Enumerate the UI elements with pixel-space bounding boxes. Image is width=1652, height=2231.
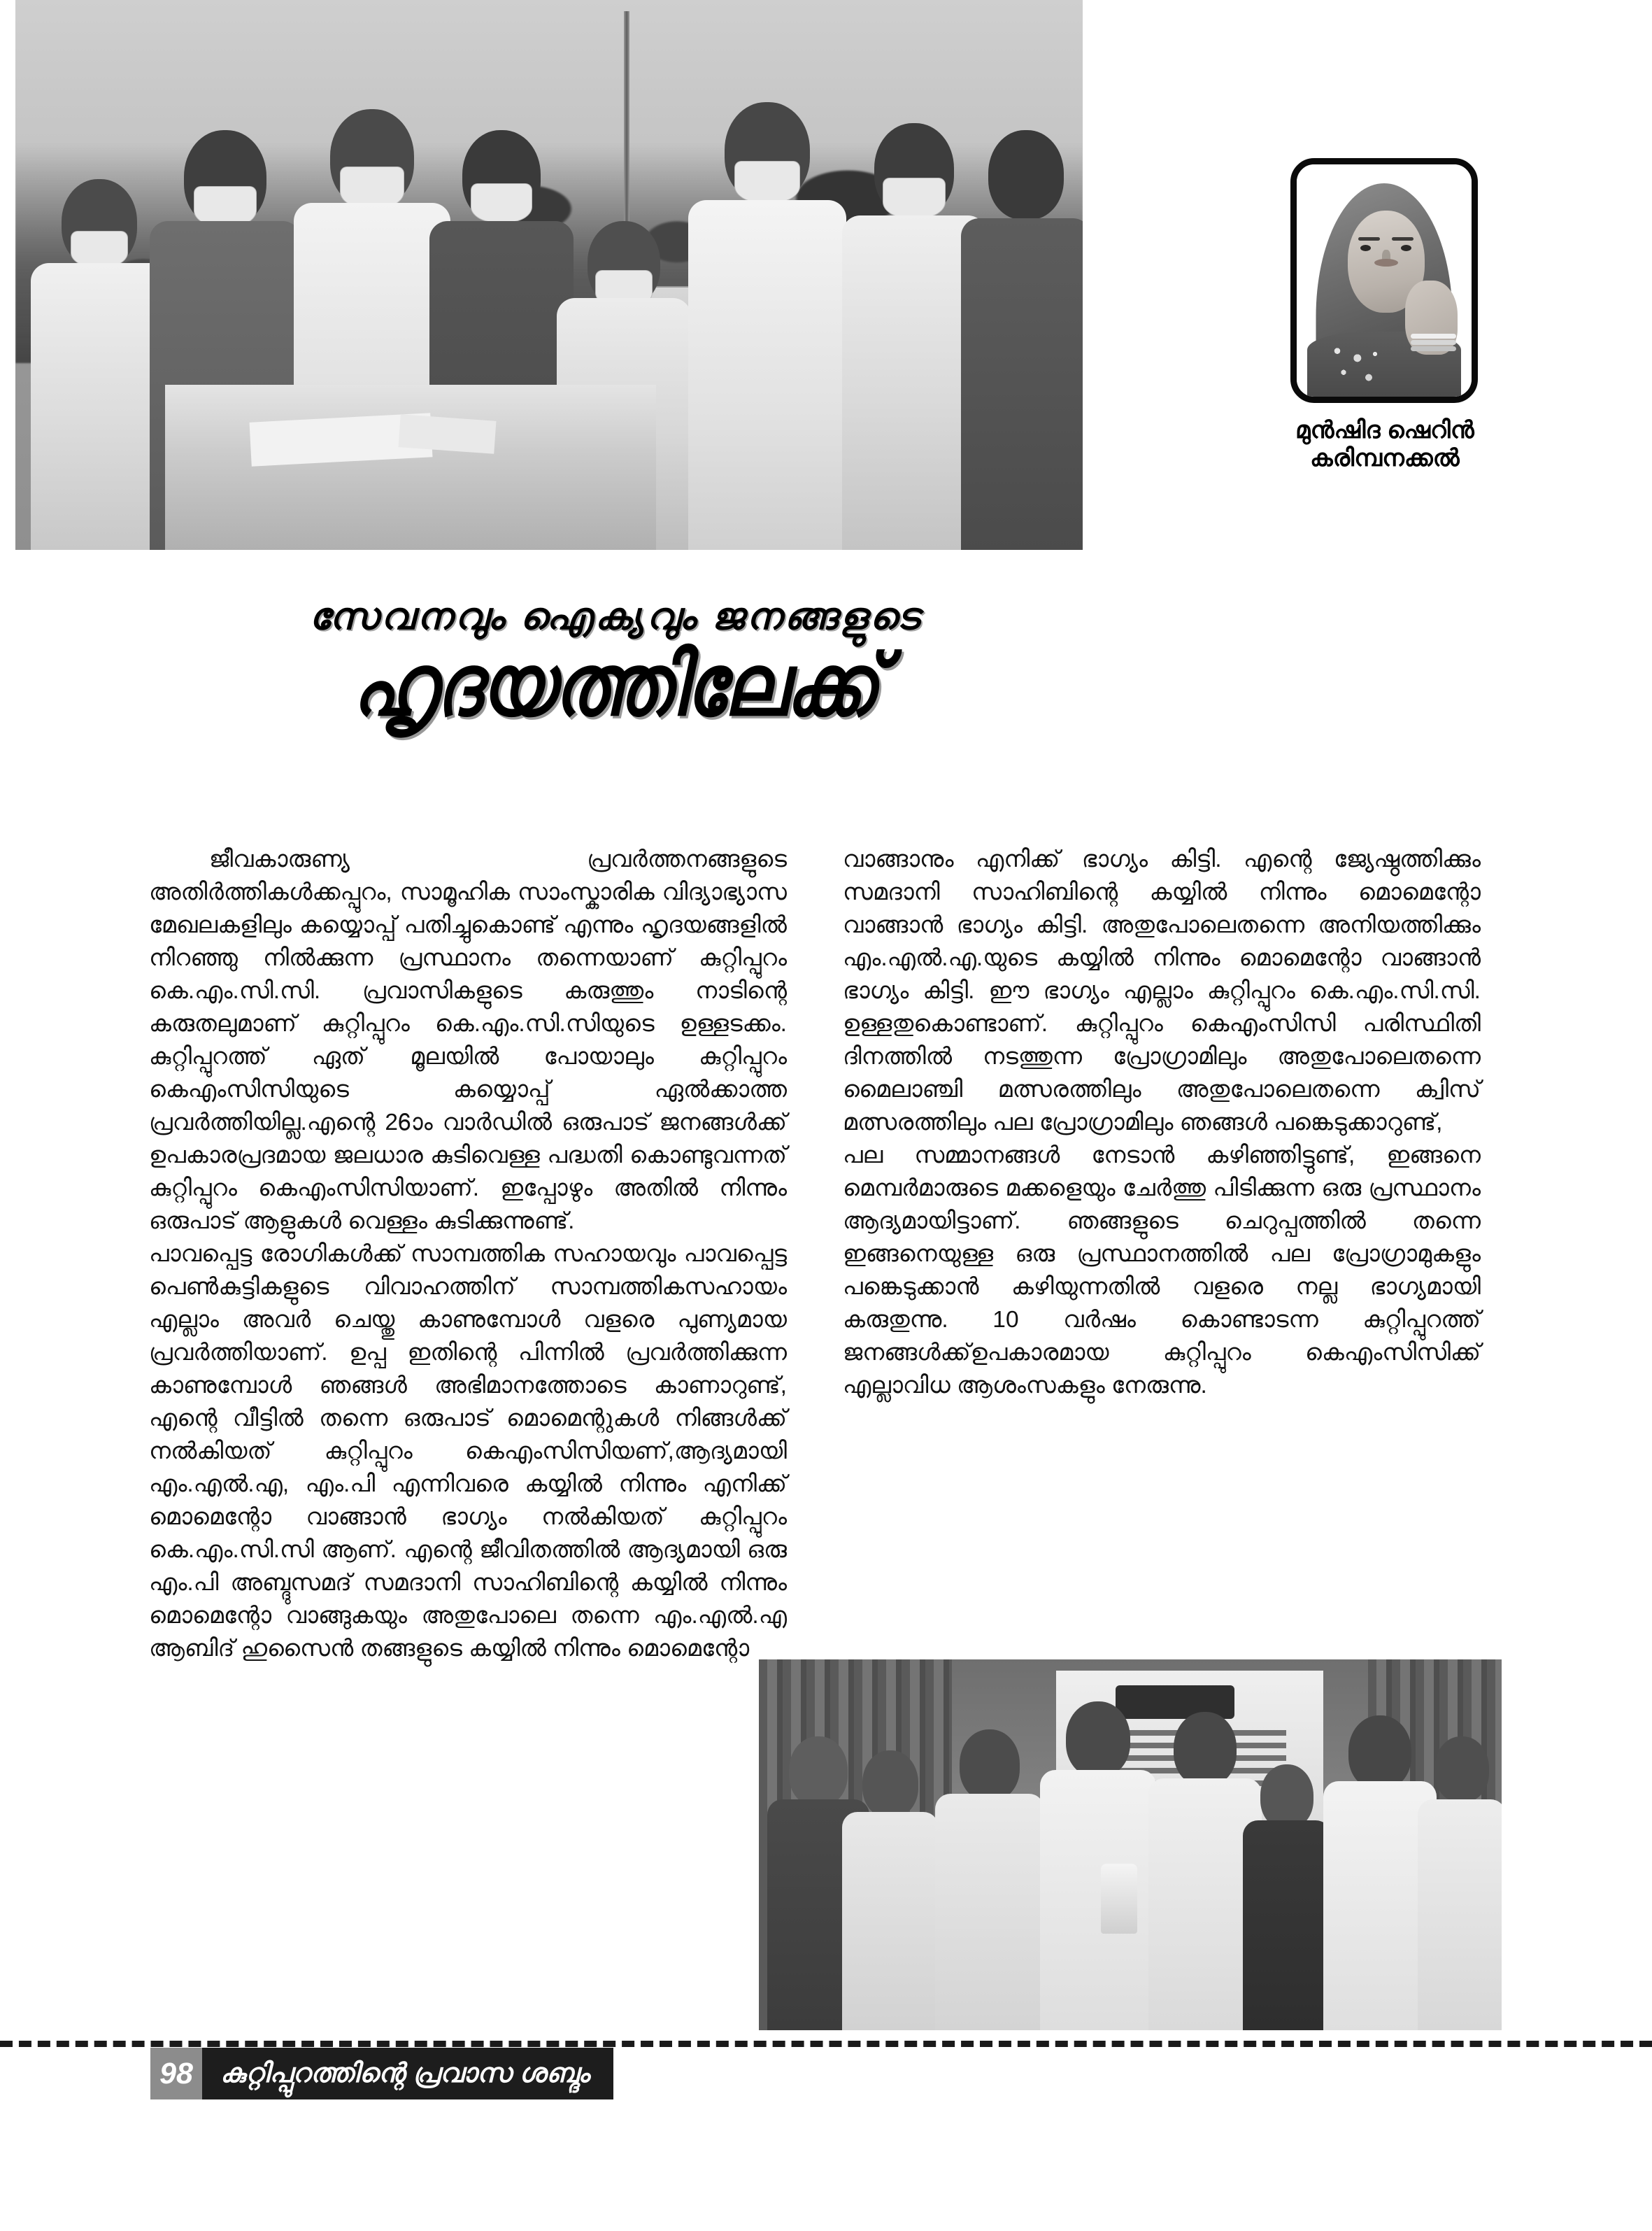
photo-person-head <box>1348 1715 1411 1790</box>
top-event-photo <box>15 0 1083 550</box>
body-paragraph: ജീവകാരുണ്യ പ്രവർത്തനങ്ങളുടെ അതിർത്തികൾക്കപ്പുറം, സാമൂഹിക സാംസ്കാരിക വിദ്യാഭ്യാസ മേഖലകളിലും കയ്യൊപ്പ് പതിച്ചുകൊണ്ട് എന്നും ഹൃദയങ്ങളിൽ നിറഞ്ഞു നിൽക്കുന്ന പ്രസ്ഥാനം തന്നെയാണ് കുറ്റിപ്പുറം കെ.എം.സി.സി. പ്രവാസികളുടെ കരുത്തും നാടിന്റെ കരുതലുമാണ് കുറ്റിപ്പുറം കെ.എം.സി.സിയുടെ ഉള്ളടക്കം. കുറ്റിപ്പുറത്ത് ഏത് മൂലയിൽ പോയാലും കുറ്റിപ്പുറം കെഎംസിസിയുടെ കയ്യൊപ്പ് ഏൽക്കാത്ത പ്രവർത്തിയില്ല.എന്റെ 26ാം വാർഡിൽ ഒരുപാട് ജനങ്ങൾക്ക് ഉപകാരപ്രദമായ ജലധാര കുടിവെള്ള പദ്ധതി കൊണ്ടുവന്നത് കുറ്റിപ്പുറം കെഎംസിസിയാണ്. ഇപ്പോഴും അതിൽ നിന്നും ഒരുപാട് ആളുകൾ വെള്ളം കുടിക്കുന്നുണ്ട്. <box>149 847 787 1234</box>
body-paragraph: വാങ്ങാനും എനിക്ക് ഭാഗ്യം കിട്ടി. എന്റെ ജ്യേഷ്ഠത്തിക്കും സമദാനി സാഹിബിന്റെ കയ്യിൽ നിന്നും മൊമെന്റോ വാങ്ങാൻ ഭാഗ്യം കിട്ടി. അതുപോലെതന്നെ അനിയത്തിക്കും എം.എൽ.എ.യുടെ കയ്യിൽ നിന്നും മൊമെന്റോ വാങ്ങാൻ ഭാഗ്യം കിട്ടി. ഈ ഭാഗ്യം എല്ലാം കുറ്റിപ്പുറം കെ.എം.സി.സി. ഉള്ളതുകൊണ്ടാണ്. കുറ്റിപ്പുറം കെഎംസിസി പരിസ്ഥിതി ദിനത്തിൽ നടത്തുന്ന പ്രോഗ്രാമിലും അതുപോലെതന്നെ മൈലാഞ്ചി മത്സരത്തിലും അതുപോലെതന്നെ ക്വിസ് മത്സരത്തിലും പല പ്രോഗ്രാമിലും ഞങ്ങൾ പങ്കെടുക്കാറുണ്ട്, <box>843 847 1481 1135</box>
photo-person-body <box>1040 1770 1156 2030</box>
footer-title: കുറ്റിപ്പുറത്തിന്റെ പ്രവാസ ശബ്ദം <box>202 2048 613 2099</box>
body-column-left <box>149 843 787 1665</box>
photo-person-mask <box>71 231 128 267</box>
portrait-lips <box>1374 259 1398 267</box>
author-name-line1: മുൻഷിദ ഷെറിൻ <box>1295 417 1474 444</box>
page-number: 98 <box>150 2048 202 2099</box>
photo-person-body <box>961 218 1083 550</box>
portrait-embroidery <box>1325 341 1388 392</box>
body-paragraph: പല സമ്മാനങ്ങൾ നേടാൻ കഴിഞ്ഞിട്ടുണ്ട്, ഇങ്ങനെ മെമ്പർമാരുടെ മക്കളെയും ചേർത്തു പിടിക്കുന്ന ഒരു പ്രസ്ഥാനം ആദ്യമായിട്ടാണ്. ഞങ്ങളുടെ ചെറുപ്പത്തിൽ തന്നെ ഇങ്ങനെയുള്ള ഒരു പ്രസ്ഥാനത്തിൽ പല പ്രോഗ്രാമുകളും പങ്കെടുക്കാൻ കഴിയുന്നതിൽ വളരെ നല്ല ഭാഗ്യമായി കരുതുന്നു. 10 വർഷം കൊണ്ടാടന്ന കുറ്റിപ്പുറത്ത് ജനങ്ങൾക്ക്ഉപകാരമായ കുറ്റിപ്പുറം കെഎംസിസിക്ക് എല്ലാവിധ ആശംസകളും നേരുന്നു. <box>843 1142 1481 1398</box>
photo-person-head <box>789 1736 848 1806</box>
photo-person-head <box>862 1750 918 1818</box>
photo-person-body <box>1243 1820 1331 2030</box>
author-caption <box>1217 416 1553 472</box>
photo-table <box>165 385 656 550</box>
photo-person-mask <box>340 167 404 208</box>
photo-person-body <box>31 263 168 550</box>
headline-kicker: സേവനവും ഐക്യവും ജനങ്ങളുടെ <box>309 596 922 637</box>
bottom-award-photo <box>759 1659 1502 2030</box>
headline-title: ഹൃദയത്തിലേക്ക് <box>353 637 878 734</box>
photo-person <box>1416 1736 1502 2030</box>
photo-person <box>841 1750 939 2030</box>
article-headline <box>105 596 1126 734</box>
photo-person-head <box>960 1729 1020 1801</box>
photo-person <box>960 130 1083 550</box>
photo-person-head <box>988 130 1064 220</box>
body-paragraph: പാവപ്പെട്ട രോഗികൾക്ക് സാമ്പത്തിക സഹായവും പാവപ്പെട്ട പെൺകുട്ടികളുടെ വിവാഹത്തിന് സാമ്പത്തികസഹായം എല്ലാം അവർ ചെയ്തു കാണുമ്പോൾ വളരെ പുണ്യമായ പ്രവർത്തിയാണ്. ഉപ്പ ഇതിന്റെ പിന്നിൽ പ്രവർത്തിക്കുന്ന കാണുമ്പോൾ ഞങ്ങൾ അഭിമാനത്തോടെ കാണാറുണ്ട്, എന്റെ വീട്ടിൽ തന്നെ ഒരുപാട് മൊമെന്റുകൾ നിങ്ങൾക്ക് നൽകിയത് കുറ്റിപ്പുറം കെഎംസിസിയണ്,ആദ്യമായി എം.എൽ.എ, എം.പി എന്നിവരെ കയ്യിൽ നിന്നും എനിക്ക് മൊമെന്റോ വാങ്ങാൻ ഭാഗ്യം നൽകിയത് കുറ്റിപ്പുറം കെ.എം.സി.സി ആണ്. എന്റെ ജീവിതത്തിൽ ആദ്യമായി ഒരു എം.പി അബ്ദുസമദ് സമദാനി സാഹിബിന്റെ കയ്യിൽ നിന്നും മൊമെന്റോ വാങ്ങുകയും അതുപോലെ തന്നെ എം.എൽ.എ ആബിദ് ഹുസൈൻ തങ്ങളുടെ കയ്യിൽ നിന്നും മൊമെന്റോ <box>149 1241 787 1662</box>
portrait-hand <box>1405 281 1458 355</box>
photo-person-head <box>1260 1764 1313 1829</box>
author-portrait-image <box>1297 164 1472 397</box>
photo-person-girl <box>1241 1764 1332 2030</box>
photo-person-head <box>1174 1712 1237 1786</box>
portrait-bangles <box>1411 334 1456 339</box>
photo-person-head <box>1434 1736 1489 1802</box>
portrait-eyebrow <box>1358 237 1380 241</box>
portrait-eye <box>1401 245 1411 251</box>
photo-person-mask <box>883 178 946 218</box>
footer-bar <box>150 2048 613 2099</box>
photo-person <box>687 102 848 550</box>
author-portrait-frame <box>1290 158 1478 403</box>
photo-person-body <box>1418 1799 1502 2030</box>
photo-person-body <box>935 1794 1044 2030</box>
body-column-right <box>843 843 1481 1402</box>
photo-person-mask <box>471 183 532 222</box>
photo-person-body <box>842 1812 939 2030</box>
photo-paper <box>399 415 497 455</box>
portrait-eye <box>1360 245 1371 251</box>
photo-person-mask <box>734 161 800 203</box>
photo-person <box>934 1729 1046 2030</box>
author-name-line2: കരിമ്പനക്കൽ <box>1310 445 1460 472</box>
photo-person-head <box>1066 1701 1130 1777</box>
footer-divider <box>0 2041 1652 2047</box>
photo-person-body <box>688 200 846 550</box>
portrait-eyebrow <box>1392 237 1414 241</box>
photo-person <box>1039 1701 1158 2030</box>
award-trophy <box>1101 1864 1137 1934</box>
